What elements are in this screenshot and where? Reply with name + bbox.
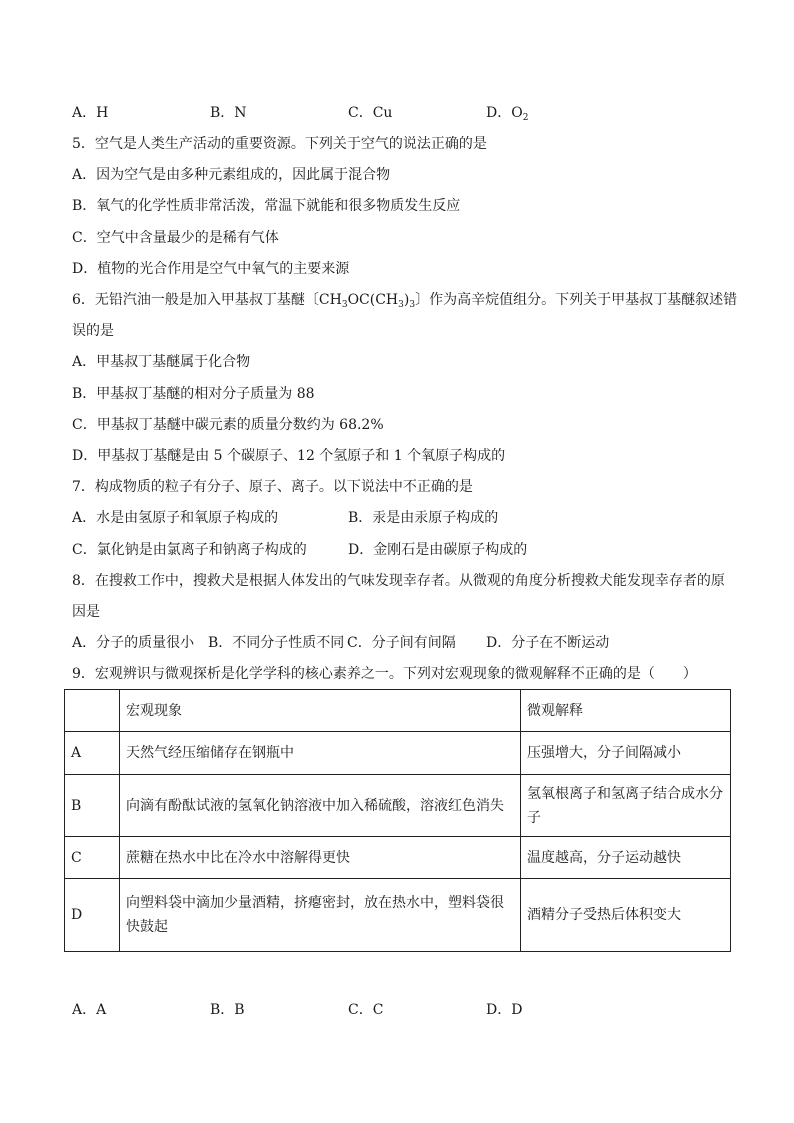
q6-stem-subscript: 3 (409, 300, 416, 310)
q6-stem-line1 (72, 290, 737, 310)
phenomenon-cell: 天然气经压缩储存在钢瓶中 (120, 732, 521, 775)
row-label: C (65, 837, 120, 879)
q6-stem-text: 6．无铅汽油一般是加入甲基叔丁基醚〔CH (72, 292, 342, 308)
table-row (65, 775, 731, 837)
q6-stem-subscript: 3 (398, 300, 404, 310)
q9-stem: 9．宏观辨识与微观探析是化学学科的核心素养之一。下列对宏观现象的微观解释不正确的是（ ） (72, 666, 697, 682)
table-header-cell: 微观解释 (521, 690, 731, 732)
q6-option-b: B．甲基叔丁基醚的相对分子质量为 88 (72, 386, 315, 402)
table-header-row (65, 690, 731, 732)
table-row (65, 879, 731, 952)
q6-stem-text: OC(CH (347, 292, 399, 308)
q4-option-d-text: D．O (486, 105, 523, 121)
q6-stem-text: 〕作为高辛烷值组分。下列关于甲基叔丁基醚叙述错 (415, 292, 738, 308)
explanation-cell: 氢氧根离子和氢离子结合成水分子 (521, 775, 731, 837)
q8-option-b: B．不同分子性质不同 (208, 635, 345, 651)
q4-option-c: C．Cu (348, 105, 393, 121)
q7-option-b: B．汞是由汞原子构成的 (348, 510, 499, 526)
table-row (65, 837, 731, 879)
q6-stem-text: ) (403, 292, 410, 308)
q9-table (64, 689, 731, 952)
q5-option-d: D．植物的光合作用是空气中氧气的主要来源 (72, 261, 350, 277)
q4-option-d (486, 103, 528, 123)
q7-option-d: D．金刚石是由碳原子构成的 (348, 542, 528, 558)
q8-option-c: C．分子间有间隔 (347, 635, 456, 651)
table-header-cell: 宏观现象 (120, 690, 521, 732)
q7-option-a: A．水是由氢原子和氧原子构成的 (72, 510, 279, 526)
q8-stem-line2: 因是 (72, 604, 100, 620)
row-label: A (65, 732, 120, 775)
q5-option-c: C．空气中含量最少的是稀有气体 (72, 230, 279, 246)
q5-stem: 5．空气是人类生产活动的重要资源。下列关于空气的说法正确的是 (72, 136, 487, 152)
q5-option-a: A．因为空气是由多种元素组成的，因此属于混合物 (72, 167, 391, 183)
phenomenon-cell: 向塑料袋中滴加少量酒精，挤瘪密封，放在热水中，塑料袋很快鼓起 (120, 879, 521, 952)
q6-stem-line2: 误的是 (72, 323, 114, 339)
q4-option-a: A．H (72, 105, 109, 121)
phenomenon-cell: 蔗糖在热水中比在冷水中溶解得更快 (120, 837, 521, 879)
row-label: D (65, 879, 120, 952)
q8-option-d: D．分子在不断运动 (486, 635, 610, 651)
q9-option-c: C．C (348, 1002, 384, 1018)
explanation-cell: 酒精分子受热后体积变大 (521, 879, 731, 952)
q4-option-d-subscript: 2 (522, 113, 529, 123)
q9-option-d: D．D (486, 1002, 523, 1018)
explanation-cell: 压强增大，分子间隔减小 (521, 732, 731, 775)
q6-option-c: C．甲基叔丁基醚中碳元素的质量分数约为 68.2% (72, 417, 384, 433)
q9-option-b: B．B (210, 1002, 245, 1018)
q7-option-c: C．氯化钠是由氯离子和钠离子构成的 (72, 542, 307, 558)
q5-option-b: B．氧气的化学性质非常活泼，常温下就能和很多物质发生反应 (72, 198, 461, 214)
q6-option-a: A．甲基叔丁基醚属于化合物 (72, 354, 251, 370)
table-header-cell (65, 690, 120, 732)
q9-option-a: A．A (72, 1002, 107, 1018)
explanation-cell: 温度越高，分子运动越快 (521, 837, 731, 879)
q6-stem-subscript: 3 (341, 300, 348, 310)
table-row (65, 732, 731, 775)
q7-stem: 7．构成物质的粒子有分子、原子、离子。以下说法中不正确的是 (72, 479, 473, 495)
phenomenon-cell: 向滴有酚酞试液的氢氧化钠溶液中加入稀硫酸，溶液红色消失 (120, 775, 521, 837)
q8-option-a: A．分子的质量很小 (72, 635, 195, 651)
q6-option-d: D．甲基叔丁基醚是由 5 个碳原子、12 个氢原子和 1 个氧原子构成的 (72, 448, 506, 464)
row-label: B (65, 775, 120, 837)
q8-stem-line1: 8．在搜救工作中，搜救犬是根据人体发出的气味发现幸存者。从微观的角度分析搜救犬能发现幸存者的原 (72, 573, 725, 589)
q4-option-b: B．N (210, 105, 247, 121)
